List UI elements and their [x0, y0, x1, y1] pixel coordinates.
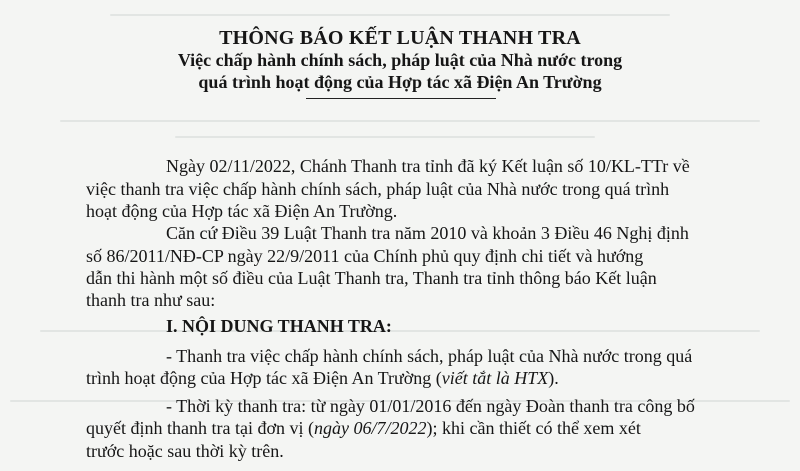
title-underline — [306, 98, 496, 99]
notice-title: THÔNG BÁO KẾT LUẬN THANH TRA — [219, 27, 581, 49]
paper-bleed-through — [60, 120, 760, 122]
paper-bleed-through — [40, 330, 760, 332]
paper-bleed-through — [110, 14, 670, 16]
item-2-line-3: trước hoặc sau thời kỳ trên. — [86, 441, 284, 461]
item-1-line-2-end: ). — [548, 368, 559, 388]
paragraph-2-line-2: số 86/2011/NĐ-CP ngày 22/9/2011 của Chính phủ quy định chi tiết và hướng — [86, 246, 644, 266]
paragraph-1-line-1: Ngày 02/11/2022, Chánh Thanh tra tỉnh đã ký Kết luận số 10/KL-TTr về — [166, 156, 690, 176]
paragraph-2-line-3: dẫn thi hành một số điều của Luật Thanh tra, Thanh tra tỉnh thông báo Kết luận — [86, 268, 657, 288]
item-1-line-1: - Thanh tra việc chấp hành chính sách, pháp luật của Nhà nước trong quá — [166, 346, 693, 366]
item-2-date: ngày 06/7/2022 — [313, 418, 427, 438]
item-1-abbreviation: viết tắt là HTX — [441, 368, 549, 388]
item-2-line-2 — [86, 417, 641, 440]
item-1-line-2 — [86, 367, 559, 390]
paragraph-2-line-4: thanh tra như sau: — [86, 290, 216, 310]
notice-subtitle-line-2: quá trình hoạt động của Hợp tác xã Điện An Trường — [198, 72, 602, 92]
item-2-line-1: - Thời kỳ thanh tra: từ ngày 01/01/2016 đến ngày Đoàn thanh tra công bố — [166, 396, 695, 416]
item-2-line-2-end: ); khi cần thiết có thể xem xét — [426, 418, 641, 438]
paragraph-2-line-1: Căn cứ Điều 39 Luật Thanh tra năm 2010 và khoản 3 Điều 46 Nghị định — [166, 223, 689, 243]
paper-bleed-through — [175, 136, 595, 138]
item-1-line-2-text: trình hoạt động của Hợp tác xã Điện An Trường ( — [86, 368, 442, 388]
notice-subtitle-line-1: Việc chấp hành chính sách, pháp luật của Nhà nước trong — [177, 50, 623, 70]
item-2-line-2-text: quyết định thanh tra tại đơn vị ( — [86, 418, 314, 438]
paragraph-1-line-2: việc thanh tra việc chấp hành chính sách, pháp luật của Nhà nước trong quá trình — [86, 179, 670, 199]
paragraph-1-line-3: hoạt động của Hợp tác xã Điện An Trường. — [86, 201, 398, 221]
section-1-heading: I. NỘI DUNG THANH TRA: — [166, 316, 392, 336]
